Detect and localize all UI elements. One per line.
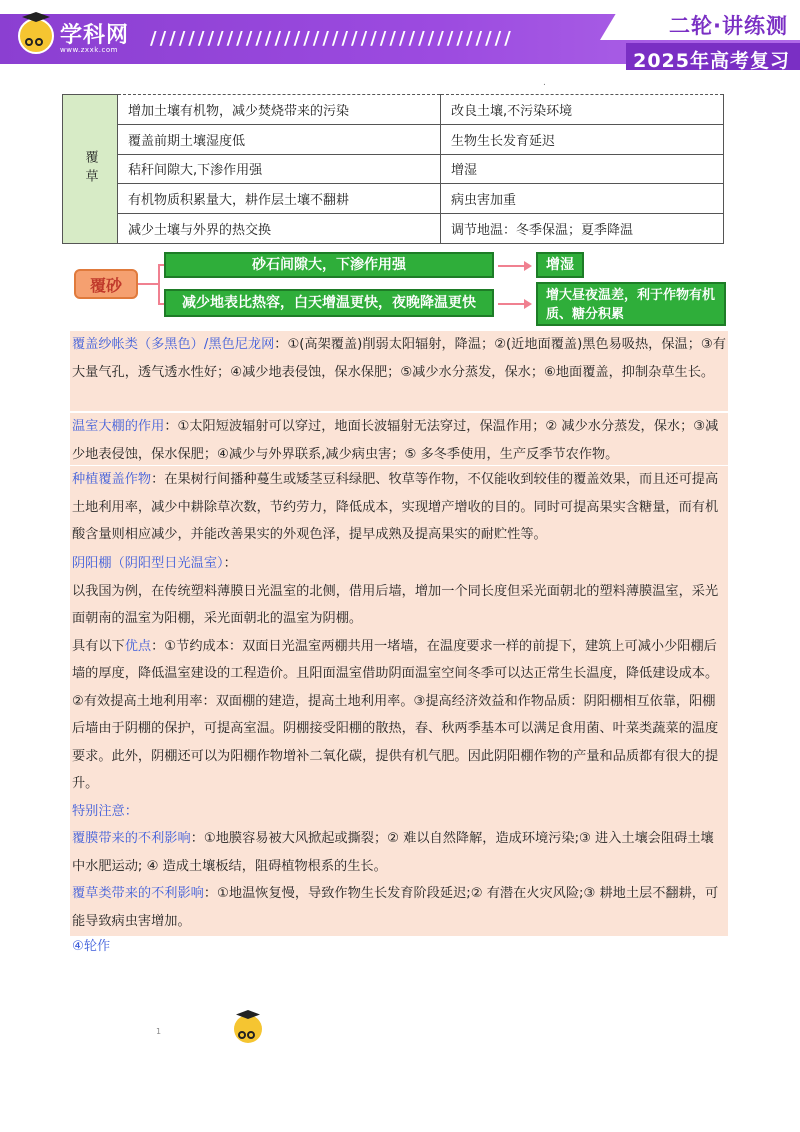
paragraph-text: ：①节约成本：双面日光温室两棚共用一堵墙，在温度要求一样的前提下，建筑上可减小少阳棚后墙的厚度，降低温室建设的工程造价。且阳面温室借助阴面温室空间冬季可以达正常生长温度，降低建设成本。②有效提高土地利用率：双面棚的建造，提高土地利用率。③提高经济效益和作物品质：阴阳棚相互依靠，阳棚后墙由于阴棚的保护，可提高室温。阴棚接受阳棚的散热，春、秋两季基本可以满足食用菌、叶菜类蔬菜的温度要求。此外，阴棚还可以为阳棚作物增补二氧化碳，提供有机气肥。因此阴阳棚作物的产量和品质都有很大的提升。 <box>72 638 719 791</box>
page-header <box>0 0 800 72</box>
connector-line <box>158 264 160 304</box>
paragraph-text: ：在果树行间播种蔓生或矮茎豆科绿肥、牧草等作物，不仅能收到较佳的覆盖效果，而且还可提高土地利用率，减少中耕除草次数，节约劳力，降低成本，实现增产增收的目的。同时可提高果实含糖量，而有机酸含量则相应减少，并能改善果实的外观色泽，提早成熟及提高果实的耐贮性等。 <box>72 472 719 542</box>
paragraph <box>70 633 728 798</box>
diagram-source: 覆砂 <box>74 269 138 299</box>
table-cell: 秸秆间隙大,下渗作用强 <box>118 154 441 184</box>
table-cell: 覆盖前期土壤湿度低 <box>118 124 441 154</box>
diagram-effect: 增湿 <box>536 252 584 278</box>
header-decoration: ////////////////////////////////////// <box>150 28 514 48</box>
table-row <box>63 214 724 244</box>
table-row <box>63 184 724 214</box>
exam-title: 2025年高考复习 <box>633 50 790 72</box>
cover-crop-block <box>70 466 728 550</box>
shade-net-block <box>70 331 728 411</box>
topic-label: 覆盖纱帐类（多黑色）/黑色尼龙网 <box>72 337 275 352</box>
connector-line <box>138 283 160 285</box>
diagram-cause: 砂石间隙大，下渗作用强 <box>164 252 494 278</box>
stray-mark: . <box>543 78 546 88</box>
table-category: 覆草 <box>63 95 118 244</box>
table-cell: 有机物质积累量大，耕作层土壤不翻耕 <box>118 184 441 214</box>
topic-label: 阴阳棚（阴阳型日光温室） <box>72 556 224 571</box>
paragraph <box>70 550 728 578</box>
paragraph <box>70 331 728 386</box>
section-heading: ④轮作 <box>72 939 111 954</box>
table-cell: 增加土壤有机物，减少焚烧带来的污染 <box>118 95 441 125</box>
topic-label: 覆膜带来的不利影响 <box>72 831 191 846</box>
note-heading: 特别注意： <box>72 803 138 819</box>
series-title: 二轮·讲练测 <box>669 14 788 38</box>
header-title-block <box>604 2 800 72</box>
paragraph-text: 具有以下 <box>72 638 125 654</box>
arrow-right-icon <box>498 303 528 305</box>
table-row <box>63 124 724 154</box>
yin-yang-greenhouse-block <box>70 550 728 936</box>
table-row <box>63 95 724 125</box>
paragraph <box>70 825 728 880</box>
topic-label: 种植覆盖作物 <box>72 472 152 487</box>
table-cell: 增湿 <box>441 154 724 184</box>
glasses-icon <box>25 31 47 40</box>
logo-name: 学科网 <box>60 23 130 48</box>
page-mark: 1 <box>156 1027 162 1036</box>
paragraph <box>70 466 728 549</box>
label-tail: ： <box>223 556 237 571</box>
paragraph-text: ：①地膜容易被大风掀起或撕裂；② 难以自然降解，造成环境污染;③ 进入土壤会阻碍土壤中水肥运动; ④ 造成土壤板结，阻碍植物根系的生长。 <box>72 831 714 874</box>
paragraph: 以我国为例，在传统塑料薄膜日光温室的北侧，借用后墙，增加一个同长度但采光面朝北的塑料薄膜温室，采光面朝南的温室为阳棚，采光面朝北的温室为阴棚。 <box>72 583 719 626</box>
paragraph-text: ：①地温恢复慢，导致作物生长发育阶段延迟;② 有潜在火灾风险;③ 耕地土层不翻耕，可能导致病虫害增加。 <box>72 886 719 929</box>
table-cell: 减少土壤与外界的热交换 <box>118 214 441 244</box>
topic-label: 温室大棚的作用 <box>72 419 165 434</box>
paragraph-text: ：①太阳短波辐射可以穿过，地面长波辐射无法穿过，保温作用；② 减少水分蒸发，保水；③减少地表侵蚀，保水保肥；④减少与外界联系,减少病虫害；⑤ 多冬季使用，生产反季节农作物。 <box>72 419 719 462</box>
topic-label: 覆草类带来的不利影响 <box>72 886 204 901</box>
paragraph <box>70 880 728 935</box>
glasses-icon <box>238 1024 256 1043</box>
greenhouse-block <box>70 413 728 465</box>
diagram-effect: 增大昼夜温差，利于作物有机质、糖分积累 <box>536 282 726 326</box>
table-cell: 改良土壤,不污染环境 <box>441 95 724 125</box>
logo-url: www.zxxk.com <box>60 46 118 54</box>
paragraph-text: ：①(高架覆盖)削弱太阳辐射，降温；②(近地面覆盖)黑色易吸热，保温；③有大量气孔，透气透水性好；④减少地表侵蚀，保水保肥；⑤减少水分蒸发，保水；⑥地面覆盖，抑制杂草生长。 <box>72 337 726 380</box>
sand-mulch-diagram <box>70 250 730 332</box>
table-cell: 病虫害加重 <box>441 184 724 214</box>
site-logo[interactable] <box>18 18 138 60</box>
diagram-cause: 减少地表比热容，白天增温更快，夜晚降温更快 <box>164 289 494 317</box>
table-cell: 调节地温：冬季保温；夏季降温 <box>441 214 724 244</box>
arrow-right-icon <box>498 265 528 267</box>
table-row <box>63 154 724 184</box>
mulch-grass-table <box>62 94 724 244</box>
topic-label: 优点 <box>124 638 152 654</box>
table-cell: 生物生长发育延迟 <box>441 124 724 154</box>
paragraph <box>70 413 728 468</box>
